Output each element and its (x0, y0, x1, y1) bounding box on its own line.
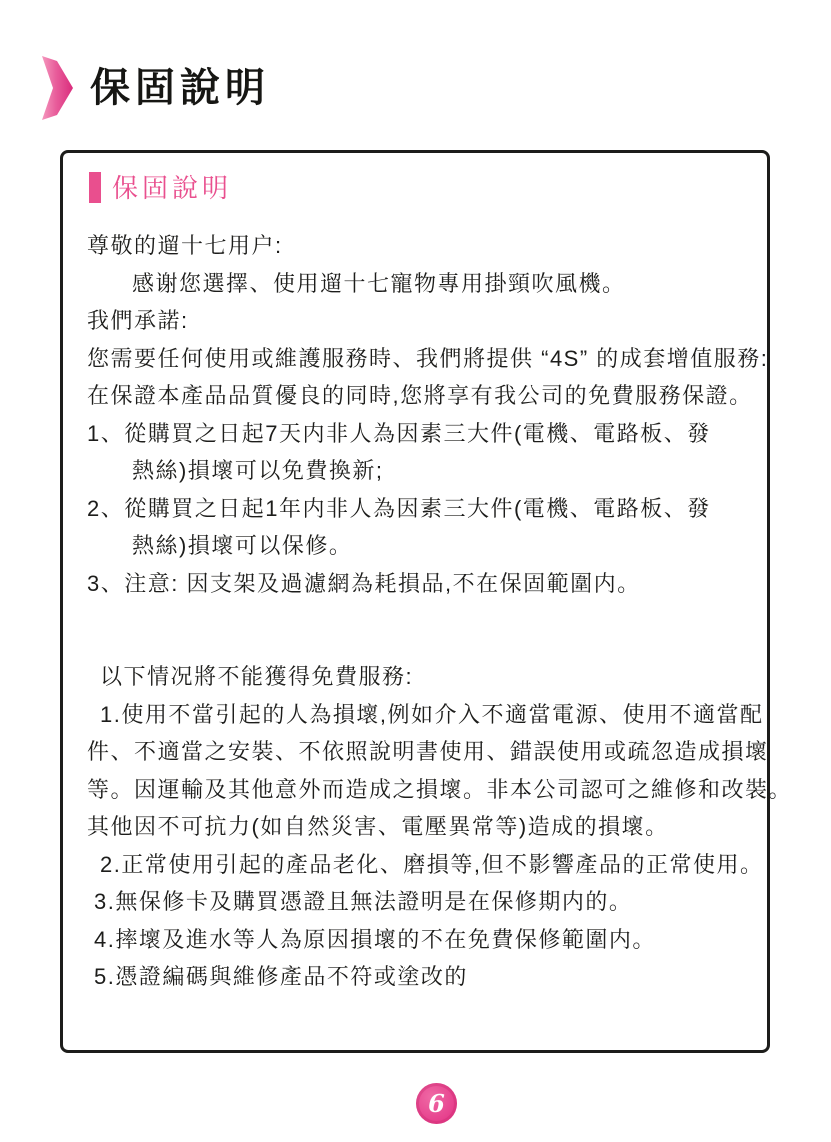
text-line: 4.摔壞及進水等人為原因損壞的不在免費保修範圍内。 (94, 926, 656, 952)
text-line: 等。因運輸及其他意外而造成之損壞。非本公司認可之維修和改裝。 (87, 776, 793, 802)
text-line: 2、從購買之日起1年内非人為因素三大件(電機、電路板、發 (87, 495, 711, 521)
text-line: 其他因不可抗力(如自然災害、電壓異常等)造成的損壞。 (87, 814, 669, 839)
text-line: 1、從購買之日起7天内非人為因素三大件(電機、電路板、發 (87, 420, 711, 446)
text-line: 尊敬的遛十七用户: (87, 233, 283, 258)
text-line: 在保證本產品品質優良的同時,您將享有我公司的免費服務保證。 (87, 383, 753, 408)
chevron-ribbon-icon (40, 56, 75, 120)
page-header (40, 56, 270, 120)
page-title: 保固說明 (90, 66, 270, 110)
text-line: 件、不適當之安裝、不依照說明書使用、錯誤使用或疏忽造成損壞 (87, 739, 769, 764)
page-number-badge: 6 (416, 1083, 457, 1124)
text-line: 熱絲)損壞可以免費換新; (132, 458, 384, 483)
text-line: 3、注意: 因支架及過濾網為耗損品,不在保固範圍内。 (87, 570, 641, 596)
text-line: 熱絲)損壞可以保修。 (132, 533, 353, 558)
text-line: 我們承諾: (87, 308, 189, 333)
text-line: 5.憑證編碼與維修產品不符或塗改的 (94, 964, 468, 989)
text-line: 1.使用不當引起的人為損壞,例如介入不適當電源、使用不適當配 (100, 701, 764, 727)
text-line: 感谢您選擇、使用遛十七寵物專用掛頸吹風機。 (132, 270, 626, 296)
box-title-row (89, 172, 767, 203)
text-line: 您需要任何使用或維護服務時、我們將提供 “4S” 的成套增值服務: (87, 345, 769, 371)
pink-accent-bar (89, 172, 101, 203)
text-line: 3.無保修卡及購買憑證且無法證明是在保修期内的。 (94, 889, 633, 914)
text-line: 2.正常使用引起的產品老化、磨損等,但不影響產品的正常使用。 (100, 851, 764, 877)
warranty-box (60, 150, 793, 1053)
warranty-text (87, 227, 793, 996)
box-title: 保固說明 (112, 172, 233, 203)
text-line: 以下情况將不能獲得免費服務: (100, 664, 414, 689)
